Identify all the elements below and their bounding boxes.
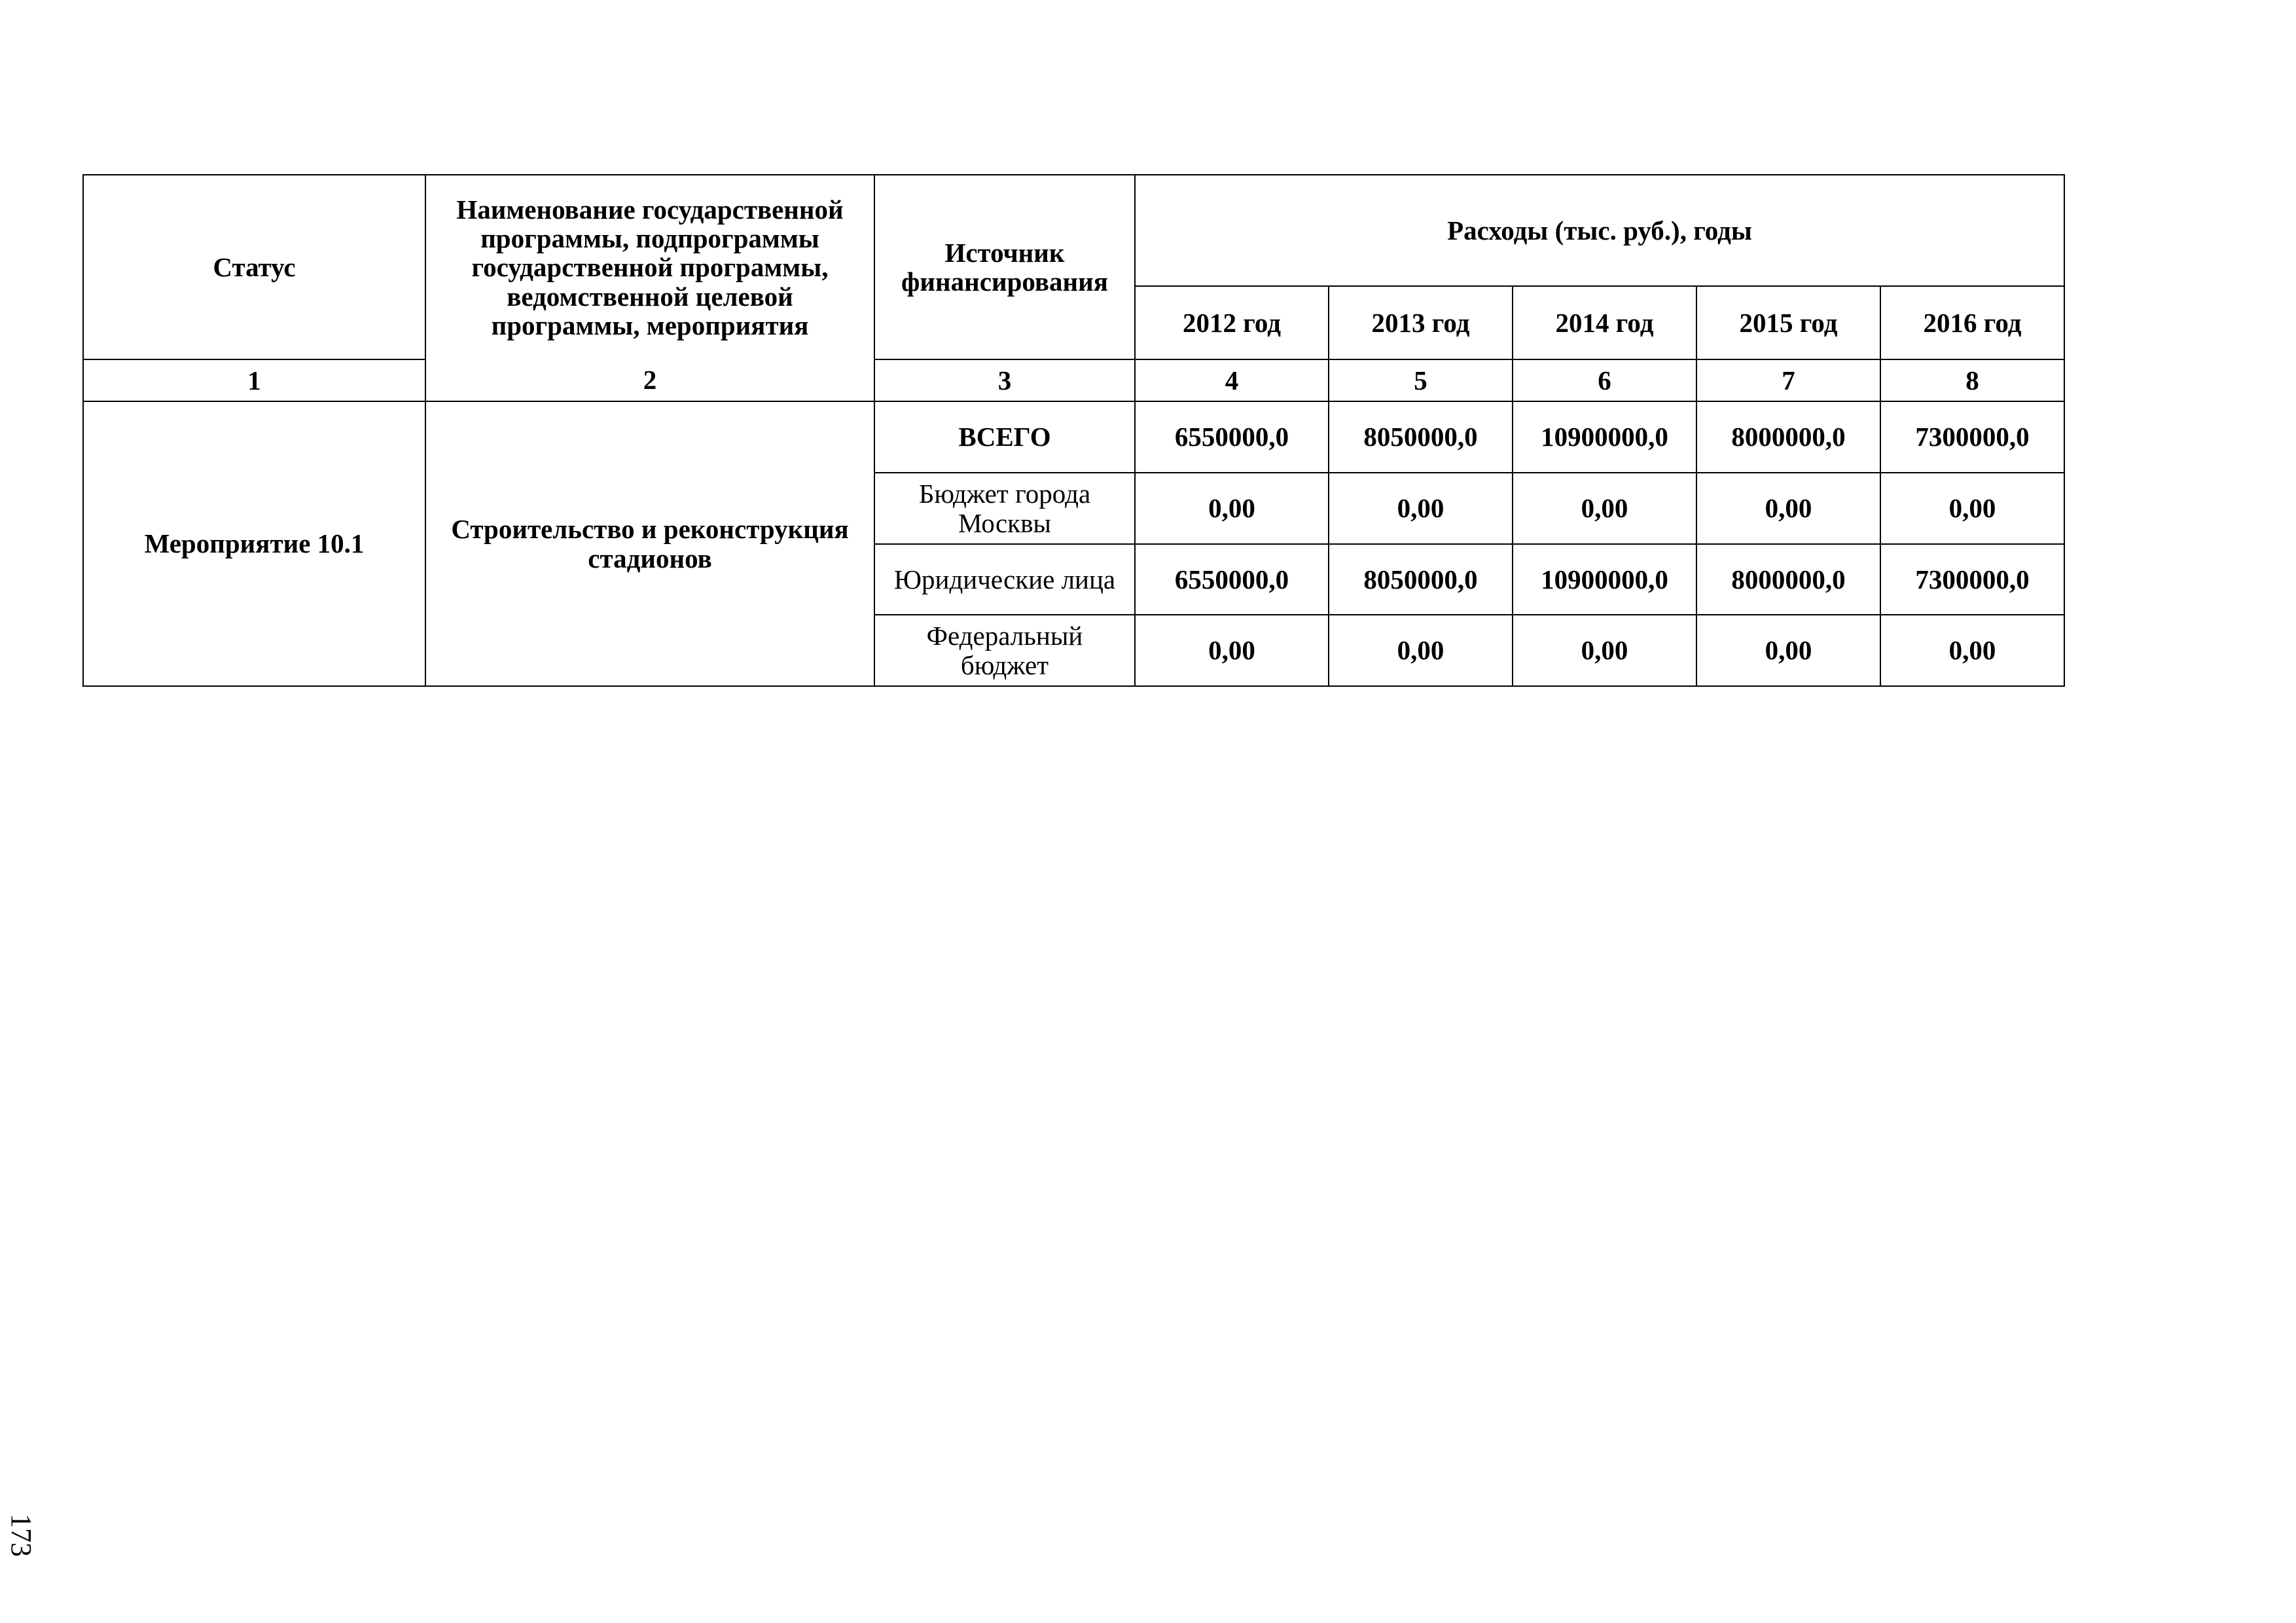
expense-value: 0,00 [1696,615,1880,686]
expense-value: 7300000,0 [1880,544,2064,615]
column-number: 4 [1135,359,1329,401]
expense-value: 0,00 [1696,473,1880,544]
header-expenses: Расходы (тыс. руб.), годы [1135,175,2064,286]
header-year: 2016 год [1880,286,2064,359]
expense-value: 0,00 [1135,615,1329,686]
funding-source: Федеральный бюджет [874,615,1135,686]
expense-value: 0,00 [1135,473,1329,544]
entry-status: Мероприятие 10.1 [83,401,425,686]
header-source: Источник финансирования [874,175,1135,359]
funding-source: ВСЕГО [874,401,1135,473]
expense-value: 10900000,0 [1513,401,1696,473]
header-year: 2012 год [1135,286,1329,359]
expense-value: 0,00 [1329,473,1513,544]
header-status: Статус [83,175,425,359]
column-number-row [83,359,2064,401]
expense-value: 0,00 [1329,615,1513,686]
funding-source: Бюджет города Москвы [874,473,1135,544]
expense-value: 6550000,0 [1135,544,1329,615]
expense-value: 0,00 [1513,473,1696,544]
header-row [83,175,2064,286]
column-number: 6 [1513,359,1696,401]
column-number: 3 [874,359,1135,401]
column-number: 5 [1329,359,1513,401]
expense-value: 8050000,0 [1329,401,1513,473]
header-year: 2013 год [1329,286,1513,359]
column-number: 1 [83,359,425,401]
header-year: 2014 год [1513,286,1696,359]
expense-value: 8050000,0 [1329,544,1513,615]
expense-value: 6550000,0 [1135,401,1329,473]
header-year: 2015 год [1696,286,1880,359]
column-number: 7 [1696,359,1880,401]
table-row [83,401,2064,473]
expense-value: 8000000,0 [1696,544,1880,615]
header-name: Наименование государственной программы, подпрограммы государственной программы, ведомственной целевой программы, мероприятия [425,175,874,359]
entry-name: Строительство и реконструкция стадионов [425,401,874,686]
column-number: 8 [1880,359,2064,401]
expense-value: 7300000,0 [1880,401,2064,473]
expense-value: 0,00 [1513,615,1696,686]
column-number: 2 [425,359,874,401]
expense-value: 8000000,0 [1696,401,1880,473]
page-number: 173 [5,1514,37,1557]
budget-table [82,174,2065,687]
funding-source: Юридические лица [874,544,1135,615]
expense-value: 0,00 [1880,473,2064,544]
expense-value: 10900000,0 [1513,544,1696,615]
expense-value: 0,00 [1880,615,2064,686]
